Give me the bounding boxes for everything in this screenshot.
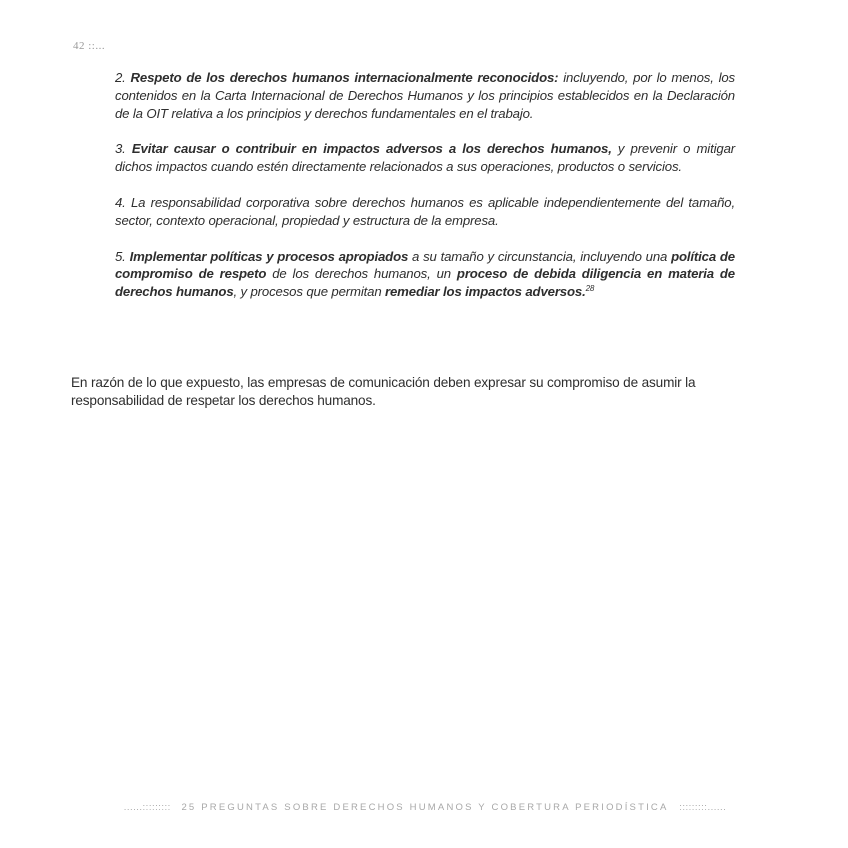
- body-text: incluyendo, por lo menos, los contenidos en la Carta Internacional de Derechos Humanos y los principios establecidos en la Declaración de la OIT relativa a los principios y derechos fundamentales en el trabajo.: [115, 70, 735, 121]
- emphasis-text: política de compromiso de respeto: [115, 248, 735, 282]
- body-text: y prevenir o mitigar dichos impactos cuando estén directamente relacionados a sus operaciones, productos o servicios.: [115, 141, 735, 175]
- body-text: 3.: [115, 141, 132, 157]
- numbered-list: [115, 69, 735, 319]
- body-text: 5.: [115, 248, 130, 264]
- footnote-marker[interactable]: 28: [585, 284, 595, 294]
- emphasis-text: Respeto de los derechos humanos internacionalmente reconocidos:: [130, 70, 559, 85]
- list-item: [115, 248, 735, 301]
- emphasis-text: Evitar causar o contribuir en impactos adversos a los derechos humanos,: [131, 141, 612, 157]
- page-number: 42 ::...: [73, 40, 106, 52]
- footer-left-ornament: ......:::::::::: [123, 802, 171, 813]
- footer-title: 25 PREGUNTAS SOBRE DERECHOS HUMANOS Y COBERTURA PERIODÍSTICA: [181, 802, 669, 813]
- closing-paragraph: En razón de lo que expuesto, las empresas de comunicación deben expresar su compromiso de asumir la responsabilidad de respetar los derechos humanos.: [71, 375, 696, 408]
- emphasis-text: proceso de debida diligencia en materia de derechos humanos: [115, 266, 735, 300]
- footer-right-ornament: :::::::::......: [679, 802, 727, 813]
- body-text: 4. La responsabilidad corporativa sobre derechos humanos es aplicable independientemente del tamaño, sector, contexto operacional, propiedad y estructura de la empresa.: [115, 194, 735, 228]
- list-item: [115, 194, 735, 230]
- body-text: , y procesos que permitan: [233, 284, 386, 300]
- body-text: 2.: [115, 70, 131, 85]
- body-text: de los derechos humanos, un: [266, 266, 457, 282]
- list-item: [115, 69, 735, 122]
- running-footer: [80, 802, 770, 813]
- emphasis-text: Implementar políticas y procesos apropiados: [129, 248, 409, 264]
- emphasis-text: remediar los impactos adversos.: [385, 284, 586, 300]
- list-item: [115, 140, 735, 176]
- body-text: a su tamaño y circunstancia, incluyendo una: [408, 248, 672, 264]
